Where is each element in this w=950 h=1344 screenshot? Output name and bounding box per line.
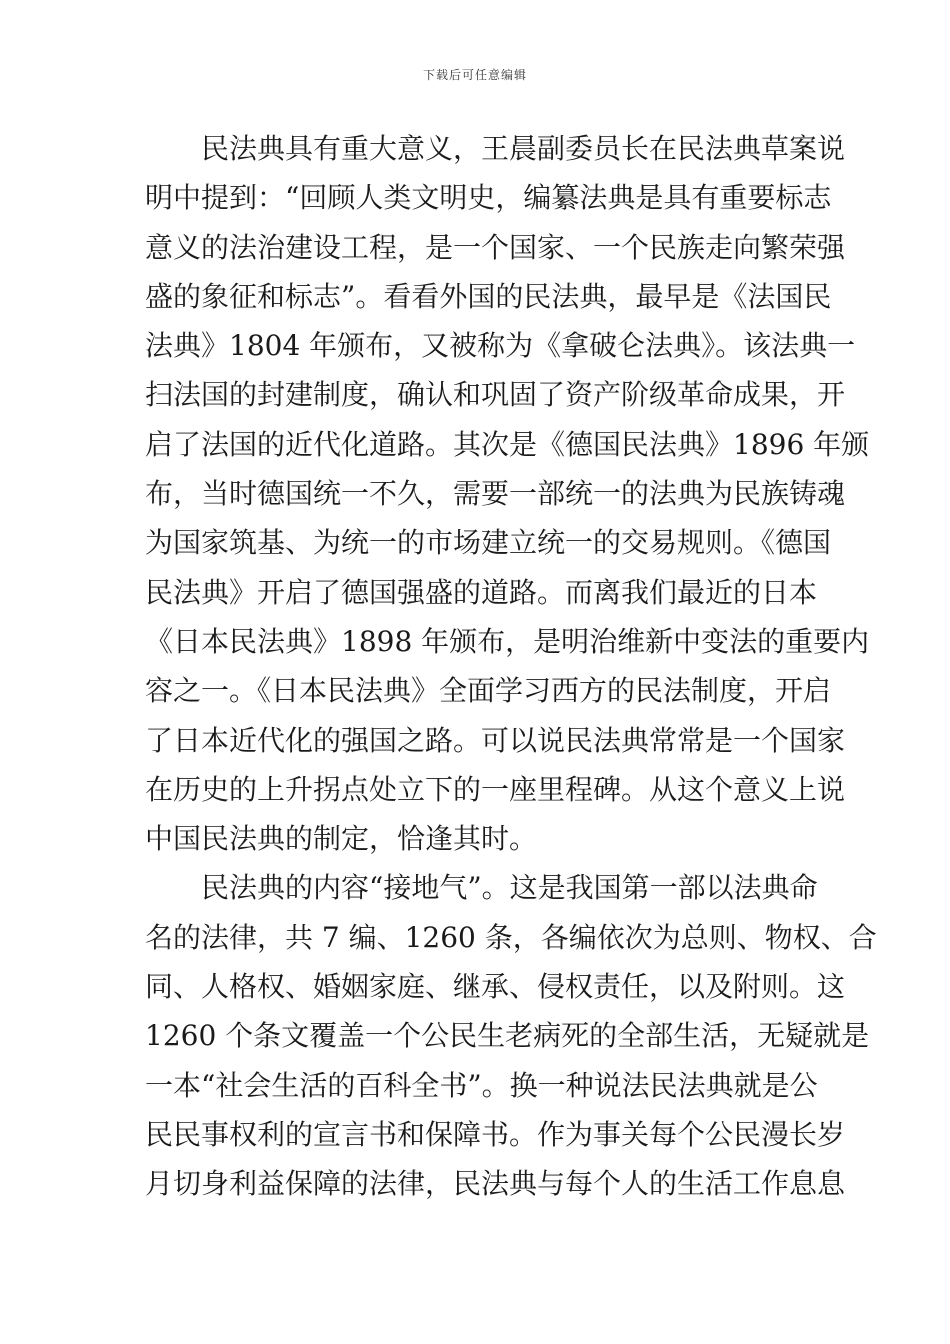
paragraph-line: 中国民法典的制定，恰逢其时。: [145, 822, 538, 856]
paragraph-line: 名的法律，共 7 编、1260 条，各编依次为总则、物权、合: [145, 920, 877, 954]
paragraph-line: 意义的法治建设工程，是一个国家、一个民族走向繁荣强: [145, 230, 846, 264]
paragraph-line: 法典》1804 年颁布，又被称为《拿破仑法典》。该法典一: [145, 329, 856, 363]
paragraph-line: 为国家筑基、为统一的市场建立统一的交易规则。《德国: [145, 526, 832, 560]
paragraph-line: 启了法国的近代化道路。其次是《德国民法典》1896 年颁: [145, 427, 870, 461]
paragraph-line: 《日本民法典》1898 年颁布，是明治维新中变法的重要内: [145, 624, 870, 658]
paragraph-2: [145, 863, 877, 1208]
paragraph-line: 扫法国的封建制度，确认和巩固了资产阶级革命成果，开: [145, 378, 846, 412]
paragraph-line: 一本“社会生活的百科全书”。换一种说法民法典就是公: [145, 1068, 818, 1102]
paragraph-line: 民法典的内容“接地气”。这是我国第一部以法典命: [201, 871, 818, 905]
paragraph-line: 民民事权利的宣言书和保障书。作为事关每个公民漫长岁: [145, 1117, 846, 1151]
paragraph-line: 民法典》开启了德国强盛的道路。而离我们最近的日本: [145, 575, 818, 609]
document-body: [145, 124, 877, 1209]
paragraph-line: 容之一。《日本民法典》全面学习西方的民法制度，开启: [145, 674, 832, 708]
paragraph-line: 月切身利益保障的法律，民法典与每个人的生活工作息息: [145, 1167, 846, 1201]
paragraph-1: [145, 124, 870, 863]
header-note: 下载后可任意编辑: [422, 68, 527, 82]
paragraph-line: 在历史的上升拐点处立下的一座里程碑。从这个意义上说: [145, 772, 846, 806]
paragraph-line: 民法典具有重大意义，王晨副委员长在民法典草案说: [201, 132, 846, 165]
paragraph-line: 布，当时德国统一不久，需要一部统一的法典为民族铸魂: [145, 477, 846, 511]
paragraph-line: 同、人格权、婚姻家庭、继承、侵权责任，以及附则。这: [145, 970, 846, 1004]
paragraph-line: 1260 个条文覆盖一个公民生老病死的全部生活，无疑就是: [145, 1019, 870, 1053]
paragraph-line: 了日本近代化的强国之路。可以说民法典常常是一个国家: [145, 723, 846, 757]
paragraph-line: 盛的象征和标志”。看看外国的民法典，最早是《法国民: [145, 279, 832, 313]
paragraph-line: 明中提到：“回顾人类文明史，编纂法典是具有重要标志: [145, 181, 832, 215]
